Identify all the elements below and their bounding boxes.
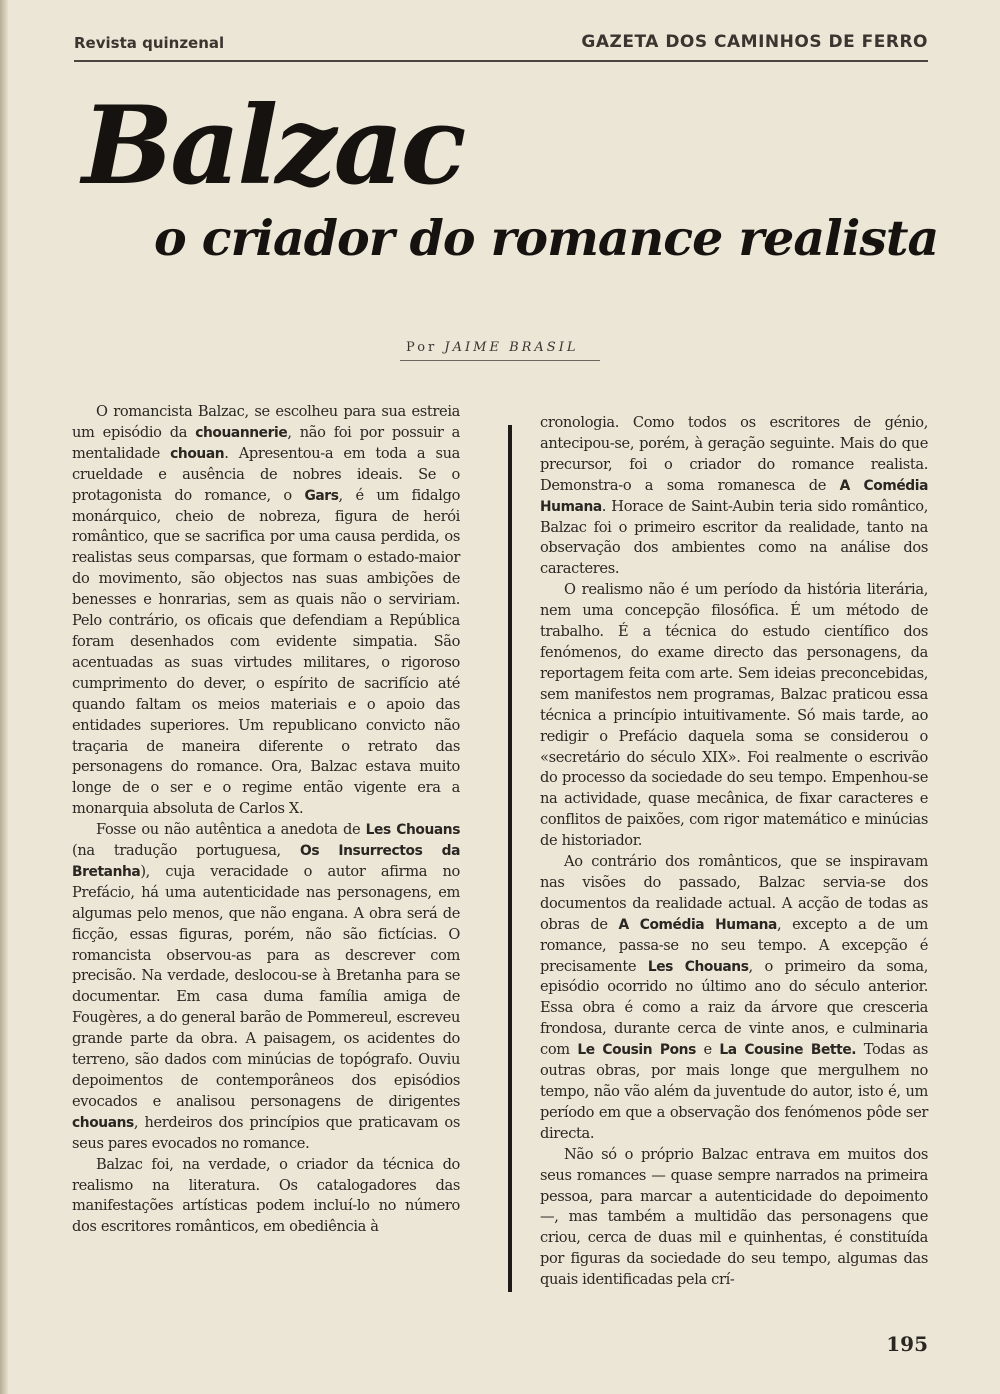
byline bbox=[406, 340, 578, 355]
byline-prefix: Por bbox=[406, 340, 438, 355]
header-rule bbox=[74, 60, 928, 62]
byline-rule bbox=[400, 360, 600, 361]
article-title: Balzac bbox=[82, 83, 464, 209]
left-column bbox=[72, 402, 460, 1238]
paragraph: O realismo não é um período da história literária, nem uma concepção filosófica. É um método de trabalho. É a técnica do estudo científico dos fenómenos, do exame directo das personagens, da reportagem feita com arte. Sem ideias preconcebidas, sem manifestos nem programas, Balzac praticou essa técnica a princípio intuitivamente. Só mais tarde, ao redigir o Prefácio daquela soma se considerou o «secretário do século XIX». Foi realmente o escrivão do processo da sociedade do seu tempo. Empenhou-se na actividade, quase mecânica, de fixar caracteres e conflitos de paixões, com rigor matemático e minúcias de historiador. bbox=[540, 581, 928, 850]
paragraph: Ao contrário dos românticos, que se inspiravam nas visões do passado, Balzac servia-se dos documentos da realidade actual. A acção de todas as obras de A Comédia Humana, excepto a de um romance, passa-se no seu tempo. A excepção é precisamente Les Chouans, o primeiro da soma, episódio ocorrido no último ano do século anterior. Essa obra é como a raiz da árvore que cresceria frondosa, durante cerca de vinte anos, e culminaria com Le Cousin Pons e La Cousine Bette. Todas as outras obras, por mais longe que mergulhem no tempo, não vão além da juventude do autor, isto é, um período em que a observação dos fenómenos pôde ser directa. bbox=[540, 853, 928, 1142]
running-header-left: Revista quinzenal bbox=[74, 34, 225, 52]
paragraph: Balzac foi, na verdade, o criador da técnica do realismo na literatura. Os catalogadores das manifestações artísticas podem incluí-lo no número dos escritores românticos, em obediência à bbox=[72, 1155, 460, 1236]
article-subtitle: o criador do romance realista bbox=[154, 209, 939, 267]
running-header-right: GAZETA DOS CAMINHOS DE FERRO bbox=[581, 32, 928, 52]
paragraph: Fosse ou não autêntica a anedota de Les Chouans (na tradução portuguesa, Os Insurrectos da Bretanha), cuja veracidade o autor afirma no Prefácio, há uma autenticidade nas personagens, em algumas pelo menos, que não engana. A obra será de ficção, essas figuras, porém, não são fictícias. O romancista observou-as para as descrever com precisão. Na verdade, deslocou-se à Bretanha para se documentar. Em casa duma família amiga de Fougères, a do general barão de Pommereul, escreveu grande parte da obra. A paisagem, os acidentes do terreno, são dados com minúcias de topógrafo. Ouviu depoimentos de contemporâneos dos episódios evocados e analisou personagens de dirigentes chouans, herdeiros dos princípios que praticavam os seus pares evocados no romance. bbox=[72, 821, 461, 1152]
page-binding-edge bbox=[0, 0, 8, 1394]
paragraph: O romancista Balzac, se escolheu para sua estreia um episódio da chouannerie, não foi por possuir a mentalidade chouan. Apresentou-a em toda a sua crueldade e ausência de nobres ideais. Se o protagonista do romance, o Gars, é um fidalgo monárquico, cheio de nobreza, figura de herói romântico, que se sacrifica por uma causa perdida, os realistas seus comparsas, que formam o estado-maior do movimento, são objectos nas suas ambições de benesses e honrarias, sem as quais não o serviriam. Pelo contrário, os oficais que defendiam a República foram desenhados com evidente simpatia. São acentuadas as suas virtudes militares, o rigoroso cumprimento do dever, o espírito de sacrifício até quando faltam os meios materiais e o apoio das entidades superiores. Um republicano convicto não traçaria de maneira diferente o retrato das personagens do romance. Ora, Balzac estava muito longe de o ser e o regime então vigente era a monarquia absoluta de Carlos X. bbox=[72, 403, 461, 818]
right-column bbox=[540, 413, 928, 1291]
paragraph: cronologia. Como todos os escritores de génio, antecipou-se, porém, à geração seguinte. Mais do que precursor, foi o criador do romance realista. Demonstra-o a soma romanesca de A Comédia Humana. Horace de Saint-Aubin teria sido romântico, Balzac foi o primeiro escritor da realidade, tanto na observação dos ambientes como na análise dos caracteres. bbox=[540, 414, 928, 578]
paragraph: Não só o próprio Balzac entrava em muitos dos seus romances — quase sempre narrados na primeira pessoa, para marcar a autenticidade do depoimento —, mas também a multidão das personagens que criou, cerca de duas mil e quinhentas, é constituída por figuras da sociedade do seu tempo, algumas das quais identificadas pela crí- bbox=[540, 1145, 928, 1289]
byline-author: JAIME BRASIL bbox=[444, 340, 579, 355]
page-number: 195 bbox=[886, 1332, 928, 1356]
column-divider bbox=[508, 425, 512, 1292]
